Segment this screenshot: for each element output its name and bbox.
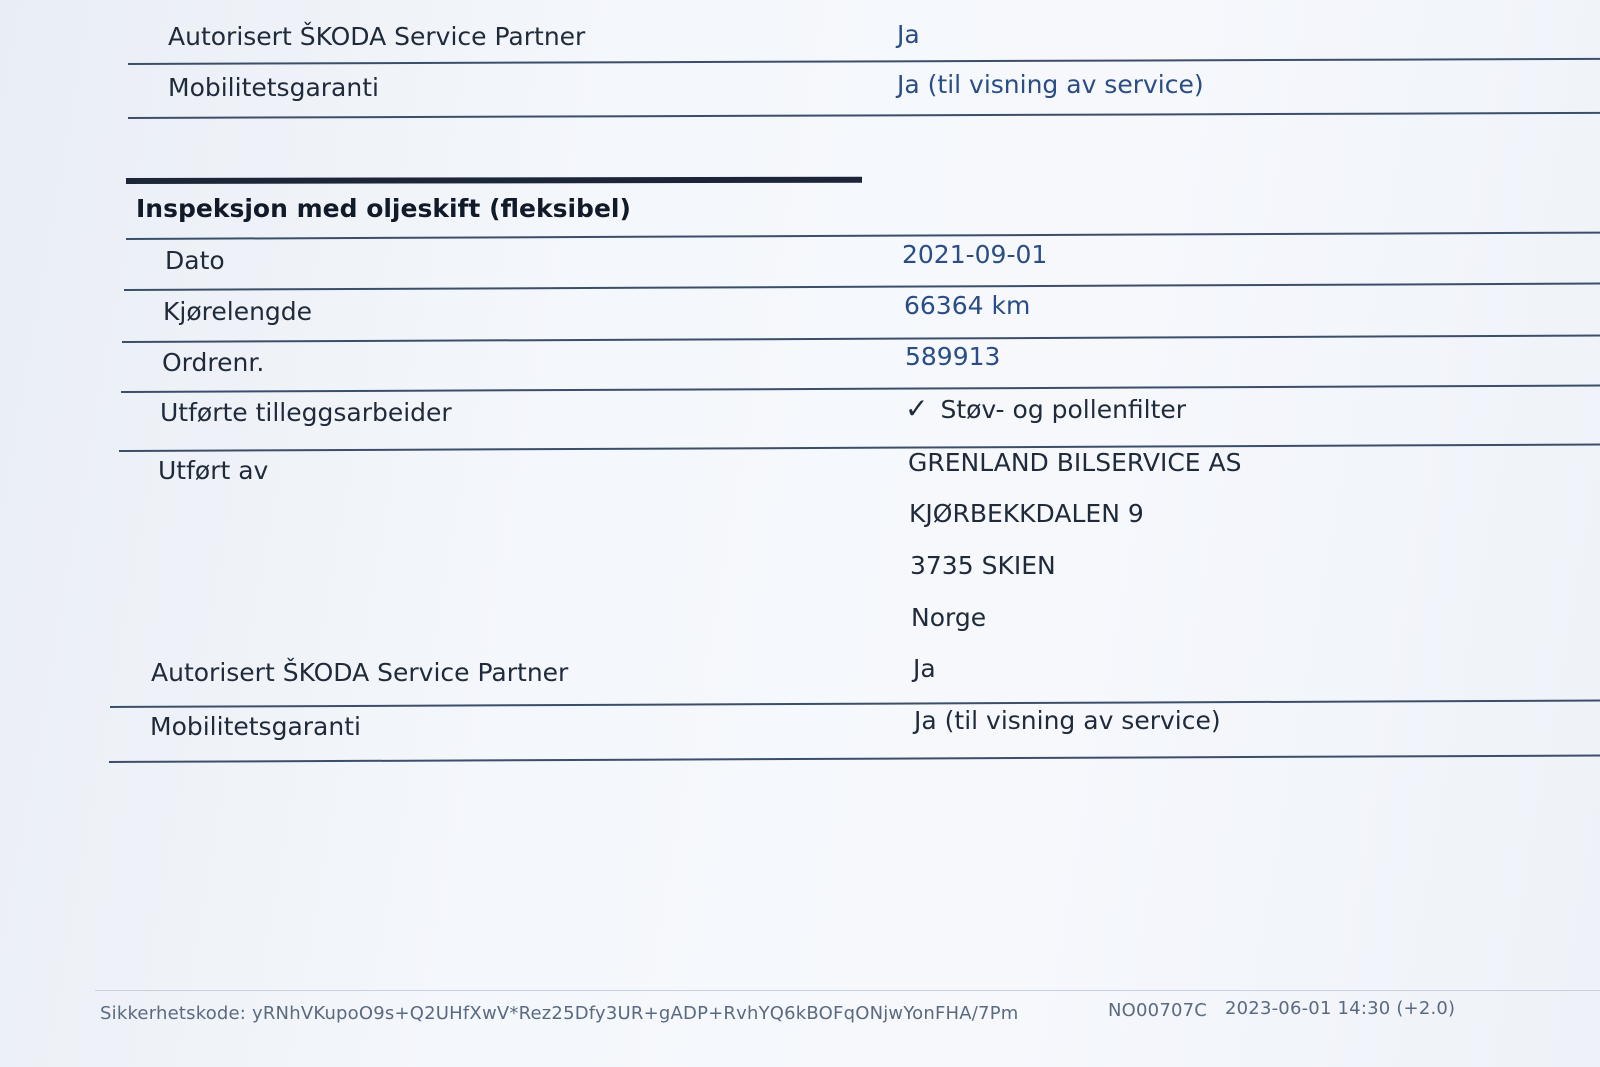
row-divider (122, 335, 1600, 343)
workshop-name: GRENLAND BILSERVICE AS (908, 448, 1242, 477)
extra-work-value: Støv- og pollenfilter (940, 395, 1187, 424)
extra-work-label: Utførte tilleggsarbeider (160, 398, 452, 427)
date-value: 2021-09-01 (902, 240, 1048, 269)
workshop-country: Norge (911, 603, 987, 632)
mileage-label: Kjørelengde (163, 297, 313, 326)
section-heading-bar (126, 177, 862, 184)
authorized-partner-label: Autorisert ŠKODA Service Partner (168, 22, 586, 51)
row-divider (128, 112, 1600, 119)
row-divider (126, 232, 1600, 240)
row-divider (124, 283, 1600, 291)
mobility-guarantee-value: Ja (til visning av service) (897, 70, 1204, 99)
extra-work-value-row (905, 392, 1186, 425)
workshop-street: KJØRBEKKDALEN 9 (909, 499, 1144, 528)
mileage-value: 66364 km (904, 291, 1031, 320)
performed-by-label: Utført av (158, 456, 269, 485)
footer-divider (95, 990, 1600, 991)
document-code: NO00707C (1108, 1000, 1208, 1021)
row-divider (109, 754, 1600, 763)
date-label: Dato (165, 246, 225, 275)
print-timestamp: 2023-06-01 14:30 (+2.0) (1225, 998, 1456, 1019)
mobility-guarantee-value-2: Ja (til visning av service) (914, 706, 1221, 735)
order-number-value: 589913 (905, 342, 1001, 371)
mobility-guarantee-label: Mobilitetsgaranti (168, 73, 379, 102)
mobility-guarantee-label-2: Mobilitetsgaranti (150, 712, 361, 741)
section-title: Inspeksjon med oljeskift (fleksibel) (136, 194, 631, 223)
row-divider (128, 58, 1600, 65)
authorized-partner-value: Ja (897, 20, 920, 49)
row-divider (110, 699, 1600, 708)
checkmark-icon: ✓ (905, 392, 929, 425)
order-number-label: Ordrenr. (162, 348, 265, 377)
row-divider (119, 444, 1600, 452)
workshop-city: 3735 SKIEN (910, 551, 1056, 580)
row-divider (121, 385, 1600, 393)
authorized-partner-label-2: Autorisert ŠKODA Service Partner (151, 658, 569, 687)
security-code: Sikkerhetskode: yRNhVKupoO9s+Q2UHfXwV*Rez25Dfy3UR+gADP+RvhYQ6kBOFqONjwYonFHA/7Pm (100, 1003, 1019, 1024)
authorized-partner-value-2: Ja (913, 654, 936, 683)
